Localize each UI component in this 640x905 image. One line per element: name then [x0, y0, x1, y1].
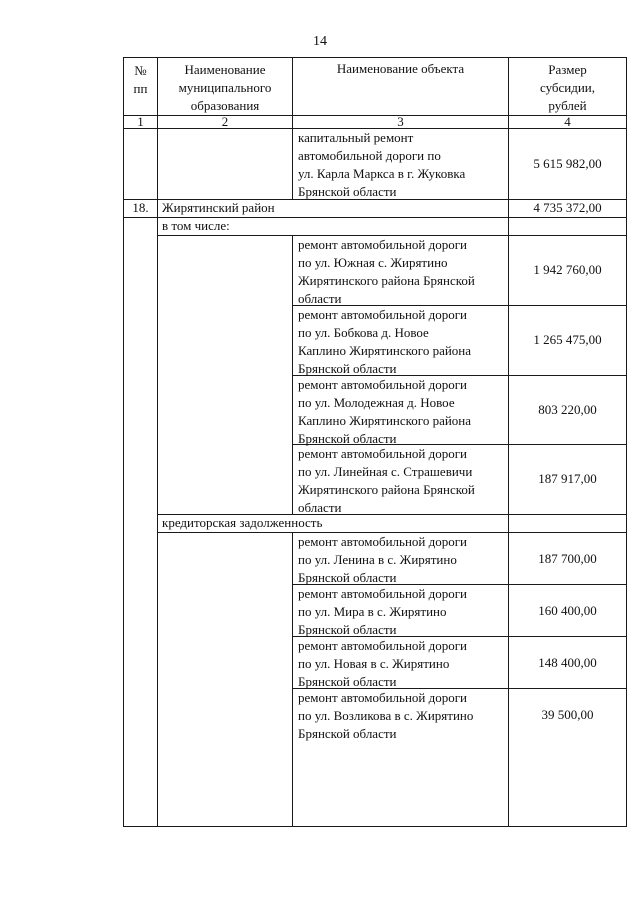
amount-value: 160 400,00	[538, 603, 597, 618]
table-border-right	[626, 57, 627, 827]
object-name: ремонт автомобильной дороги по ул. Молодежная д. Новое Каплино Жирятинского района Брянской области	[298, 377, 472, 446]
table-border-top	[123, 57, 626, 58]
payables-label: кредиторская задолженность	[162, 515, 323, 530]
table-col-divider	[292, 532, 293, 827]
object-name: ремонт автомобильной дороги по ул. Мира в с. Жирятино Брянской области	[298, 586, 468, 637]
column-number: 4	[564, 114, 571, 129]
column-number: 1	[137, 114, 144, 129]
column-number: 2	[221, 114, 229, 129]
header-amount: Размер субсидии, рублей	[539, 62, 596, 113]
object-name: ремонт автомобильной дороги по ул. Южная с. Жирятино Жирятинского района Брянской области	[298, 237, 475, 306]
header-no: № пп	[133, 63, 148, 96]
amount-value: 187 700,00	[538, 551, 597, 566]
object-name: ремонт автомобильной дороги по ул. Ленина в с. Жирятино Брянской области	[298, 534, 468, 585]
amount-value: 1 942 760,00	[533, 262, 602, 277]
district-name: Жирятинский район	[162, 200, 275, 215]
amount-value: 39 500,00	[541, 707, 594, 722]
table-col-divider	[292, 235, 293, 514]
row-number: 18.	[132, 200, 149, 215]
header-municipality: Наименование муниципального образования	[178, 62, 272, 113]
including-label: в том числе:	[162, 218, 230, 233]
table-border-left	[123, 57, 124, 827]
table-border-bottom	[123, 826, 626, 827]
object-name: ремонт автомобильной дороги по ул. Бобкова д. Новое Каплино Жирятинского района Брянской области	[298, 307, 472, 376]
column-number: 3	[397, 114, 404, 129]
amount-value: 1 265 475,00	[533, 332, 602, 347]
table-col-divider	[157, 57, 158, 827]
amount-value: 5 615 982,00	[533, 156, 602, 171]
amount-value: 187 917,00	[538, 471, 597, 486]
object-name: ремонт автомобильной дороги по ул. Возликова в с. Жирятино Брянской области	[298, 690, 474, 741]
amount-value: 803 220,00	[538, 402, 597, 417]
amount-value: 4 735 372,00	[533, 200, 602, 215]
object-name: капитальный ремонт автомобильной дороги по ул. Карла Маркса в г. Жуковка Брянской области	[298, 130, 466, 199]
object-name: ремонт автомобильной дороги по ул. Новая в с. Жирятино Брянской области	[298, 638, 468, 689]
object-name: ремонт автомобильной дороги по ул. Линейная с. Страшевичи Жирятинского района Брянской области	[298, 446, 475, 515]
amount-value: 148 400,00	[538, 655, 597, 670]
header-object: Наименование объекта	[336, 61, 465, 76]
page-number: 14	[313, 34, 327, 49]
